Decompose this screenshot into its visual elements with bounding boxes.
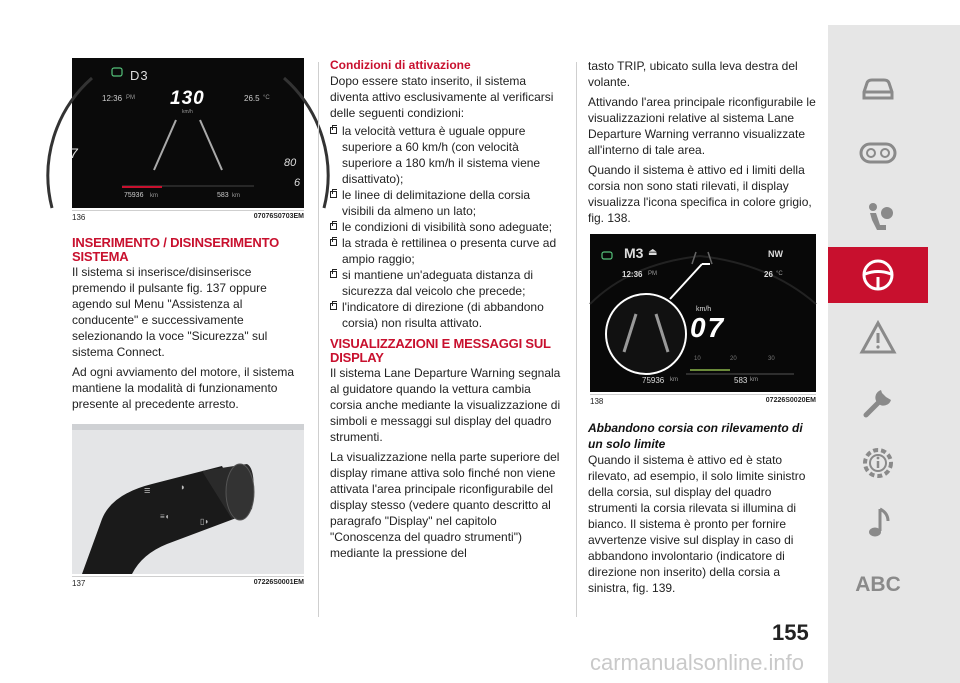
scale-left-number: 7 [70,145,78,161]
bullet-icon [330,239,337,246]
bullet-icon [330,303,337,310]
chapter-sidebar [828,25,960,683]
scale-right-number-2: 6 [294,177,301,189]
svg-text:≡◖: ≡◖ [160,512,170,521]
odometer-unit: km [150,193,158,199]
list-item: l'indicatore di direzione (di abbandono corsia) non risulta attivato. [330,299,562,331]
column-1 [72,58,304,588]
clock-time: 12:36 [622,270,643,279]
scale-right-number: 80 [284,157,297,169]
column-divider [318,62,319,617]
figure-number: 136 [72,213,86,222]
range-value: 583 [734,376,748,385]
temperature-unit: °C [263,95,270,101]
car-icon [858,68,898,108]
paragraph: Quando il sistema è attivo ed i limiti della corsia non sono stati rilevati, il display visualizza l'icona specifica in colore grigio, fig. 138. [588,163,812,225]
list-item: le condizioni di visibilità sono adeguate; [330,219,562,235]
gear-info-icon [858,443,898,483]
temperature-value: 26.5 [244,94,260,103]
section-heading: INSERIMENTO / DISINSERIMENTO SISTEMA [72,235,280,264]
speed-unit: km/h [696,306,712,313]
sidebar-item-instruments[interactable] [828,125,928,181]
list-item: la strada è rettilinea o presenta curve ad ampio raggio; [330,235,562,267]
paragraph: Ad ogni avviamento del motore, il sistema mantiene la modalità di funzionamento presente al precedente arresto. [72,365,295,411]
temperature-unit: °C [776,271,783,277]
sidebar-item-index[interactable] [828,557,928,613]
figure-136-cluster-photo [72,58,304,208]
lane-assist-icon: ⏏ [648,247,658,258]
range-unit: km [750,377,758,383]
list-item: la velocità vettura è uguale oppure superiore a 60 km/h (con velocità superiore a 180 km/h il sistema viene disattivato); [330,123,562,187]
compass-heading: NW [768,249,783,259]
page-number: 155 [772,620,809,645]
figure-code: 07226S0020EM [765,397,816,404]
sidebar-item-technical-data[interactable] [828,435,928,491]
speed-value: 07 [690,312,726,343]
range-value: 583 [217,192,229,199]
temperature-value: 26 [764,270,773,279]
wrench-icon [858,381,898,421]
figure-code: 07226S0001EM [253,579,304,586]
column-divider [576,62,577,617]
list-item: si mantiene un'adeguata distanza di sicurezza dal veicolo che precede; [330,267,562,299]
svg-text:◗: ◗ [180,482,186,492]
sidebar-item-warnings[interactable] [828,310,928,366]
steering-wheel-icon [858,255,898,295]
list-item: le linee di delimitazione della corsia visibili da almeno un lato; [330,187,562,219]
bullet-icon [330,223,337,230]
stalk-lever-graphic [72,424,304,574]
speed-unit: km/h [182,109,193,115]
sidebar-item-car[interactable] [828,60,928,116]
scale-tick: 30 [768,356,775,362]
paragraph: Il sistema Lane Departure Warning segnala al guidatore quando la vettura cambia corsia anche mediante la visualizzazione di simboli e messaggi sul display del quadro strumenti. [330,366,561,444]
paragraph: La visualizzazione nella parte superiore del display rimane attiva solo finché non viene attivata l'area principale riconfigurabile del display stesso (vedere quanto descritto al paragrafo "Display" nel capitolo "Conoscenza del quadro strumenti") mediante la pressione del [330,450,560,560]
subheading-activation-conditions: Condizioni di attivazione [330,58,471,72]
gear-indicator: D3 [130,68,149,83]
clock-suffix: PM [126,95,135,101]
column-2 [330,58,562,565]
gear-indicator: M3 [624,245,644,261]
clock-suffix: PM [648,271,657,277]
airbag-person-icon [858,198,898,238]
svg-text:▯◗: ▯◗ [200,517,210,526]
odometer-value: 75936 [124,192,144,199]
speed-value: 130 [170,88,205,109]
scale-tick: 10 [694,356,701,362]
watermark: carmanualsonline.info [590,650,805,675]
music-note-icon [858,503,898,543]
range-unit: km [232,193,240,199]
abc-text: ABC [855,573,901,596]
section-heading: VISUALIZZAZIONI E MESSAGGI SUL DISPLAY [330,336,551,365]
bullet-icon [330,271,337,278]
bullet-icon [330,127,337,134]
sidebar-item-driving[interactable] [828,247,928,303]
figure-138-cluster-photo [590,234,816,392]
paragraph: Dopo essere stato inserito, il sistema diventa attivo esclusivamente al verificarsi delle seguenti condizioni: [330,74,554,120]
figure-number: 138 [590,397,604,406]
odometer-value: 75936 [642,376,665,385]
sidebar-item-multimedia[interactable] [828,495,928,551]
paragraph: Quando il sistema è attivo ed è stato rilevato, ad esempio, il solo limite sinistro della corsia, sul display del quadro strumenti la corsia rilevata si illumina di bianco. Il sistema è pronto per fornire avvertenze visive sul display in caso di abbandono involontario (indicatore di direzione non inserito) della corsia a sinistra, fig. 139. [588,453,806,595]
cluster-display-graphic [72,58,304,208]
odometer-unit: km [670,377,678,383]
figure-code: 07076S0703EM [253,213,304,220]
scale-tick: 20 [730,356,737,362]
figure-number: 137 [72,579,86,588]
figure-136-caption [72,210,304,222]
sidebar-item-maintenance[interactable] [828,373,928,429]
subheading-single-limit: Abbandono corsia con rilevamento di un solo limite [588,421,803,451]
dashboard-gauges-icon [858,133,898,173]
column-3 [588,58,820,600]
clock-time: 12:36 [102,94,123,103]
figure-138-caption [590,394,816,406]
warning-triangle-icon [858,318,898,358]
figure-137-stalk-photo [72,424,304,574]
svg-text:≡: ≡ [144,485,151,497]
sidebar-item-safety-airbag[interactable] [828,190,928,246]
paragraph: Il sistema si inserisce/disinserisce premendo il pulsante fig. 137 oppure agendo sul Menu "Assistenza al conducente" e successivamente selezionando la voce "Sicurezza" sul sistema Connect. [72,265,268,359]
paragraph: Attivando l'area principale riconfigurabile le visualizzazioni relative al sistema Lane Departure Warning verranno visualizzate all'interno di tale area. [588,95,816,157]
paragraph: tasto TRIP, ubicato sulla leva destra del volante. [588,59,798,89]
bullet-icon [330,191,337,198]
figure-137-caption [72,576,304,588]
